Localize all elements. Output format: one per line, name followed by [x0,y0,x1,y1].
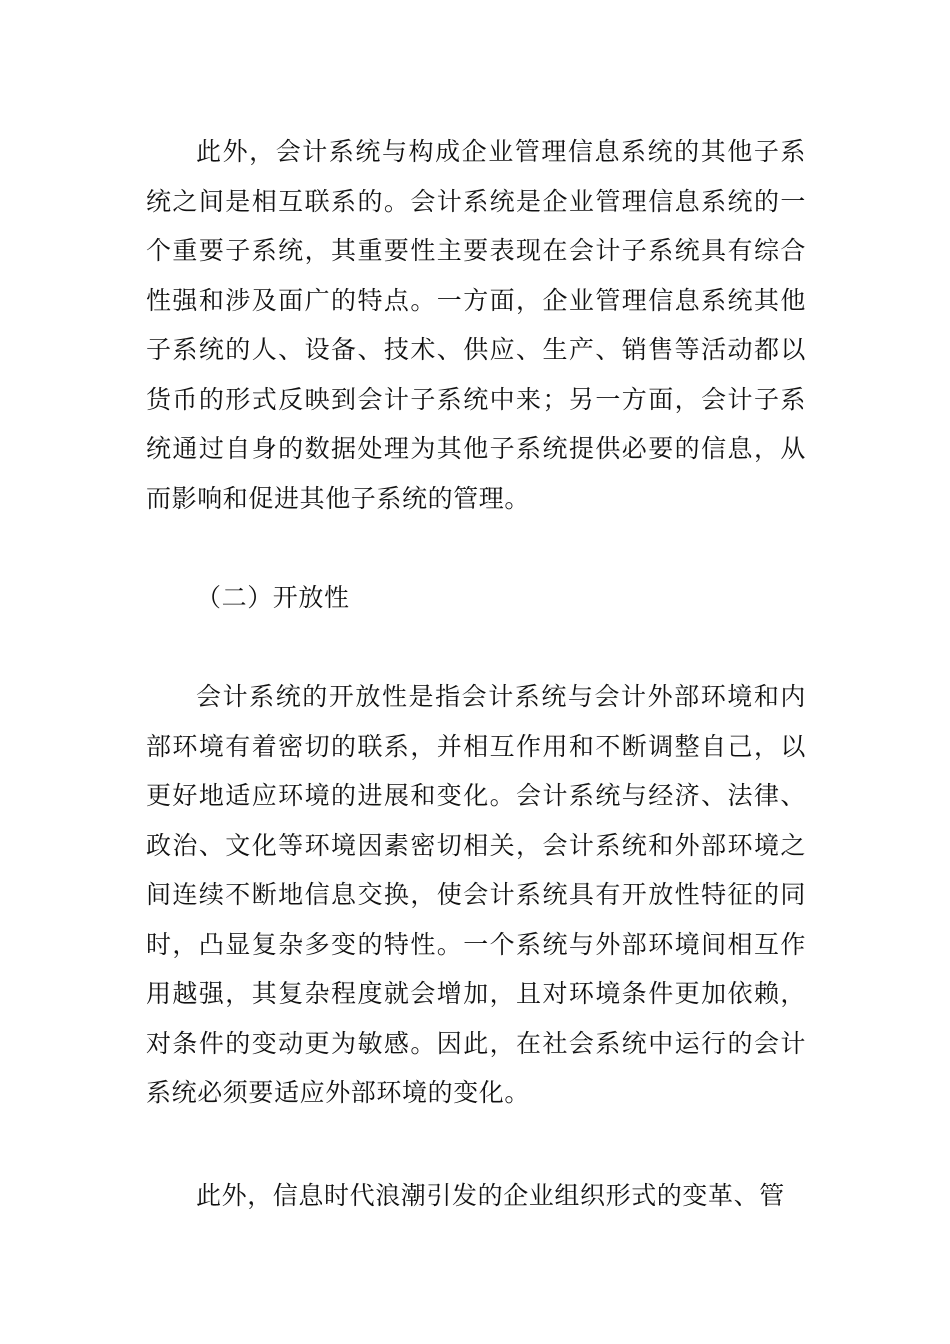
body-paragraph-3: 此外，信息时代浪潮引发的企业组织形式的变革、管 [196,1181,785,1210]
body-paragraph-1: 此外，会计系统与构成企业管理信息系统的其他子系统之间是相互联系的。会计系统是企业管理信息系统的一个重要子系统，其重要性主要表现在会计子系统具有综合性强和涉及面广的特点。一方面，企业管理信息系统其他子系统的人、设备、技术、供应、生产、销售等活动都以货币的形式反映到会计子系统中来；另一方面，会计子系统通过自身的数据处理为其他子系统提供必要的信息，从而影响和促进其他子系统的管理。 [146,137,806,513]
section-heading: （二）开放性 [196,583,350,612]
body-paragraph-2: 会计系统的开放性是指会计系统与会计外部环境和内部环境有着密切的联系，并相互作用和不断调整自己，以更好地适应环境的进展和变化。会计系统与经济、法律、政治、文化等环境因素密切相关，会计系统和外部环境之间连续不断地信息交换，使会计系统具有开放性特征的同时，凸显复杂多变的特性。一个系统与外部环境间相互作用越强，其复杂程度就会增加，且对环境条件更加依赖，对条件的变动更为敏感。因此，在社会系统中运行的会计系统必须要适应外部环境的变化。 [146,682,806,1107]
